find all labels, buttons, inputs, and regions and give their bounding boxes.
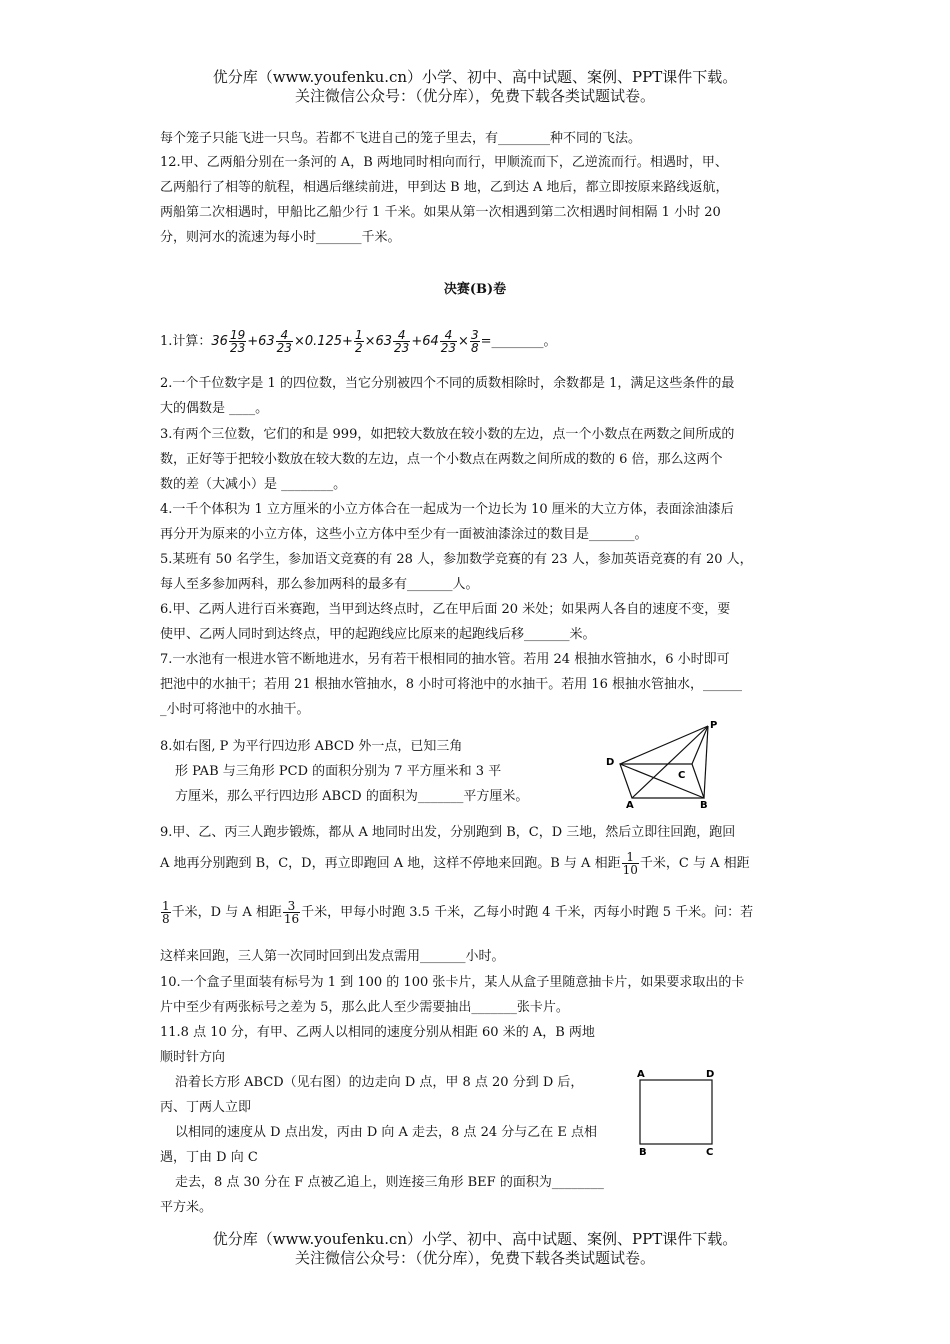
header-line-2: 关注微信公众号：（优分库），免费下载各类试题试卷。 (294, 87, 655, 105)
q12-line-1: 12.甲、乙两船分别在一条河的 A，B 两地同时相向而行，甲顺流而下，乙逆流而行。相遇时，甲、 (160, 155, 728, 170)
header-line-1: 优分库（www.youfenku.cn）小学、初中、高中试题、案例、PPT课件下载。 (212, 68, 738, 86)
q1-fraction: $\frac{4}{23}$ (440, 328, 457, 355)
q2-line-1: 2.一个千位数字是 1 的四位数，当它分别被四个不同的质数相除时，余数都是 1，满足这些条件的最 (160, 376, 735, 391)
q11-line-4: 丙、丁两人立即 (160, 1100, 252, 1115)
q3-line-3: 数的差（大减小）是 ________。 (160, 477, 347, 492)
q12-line-2: 乙两船行了相等的航程，相遇后继续前进，甲到达 B 地，乙到达 A 地后，都立即按原来路线返航， (160, 180, 729, 195)
label-c: C (678, 770, 686, 781)
section-title: 决赛(B)卷 (443, 282, 507, 297)
q8-line-3: 方厘米，那么平行四边形 ABCD 的面积为_______平方厘米。 (175, 789, 529, 804)
q12-line-3: 两船第二次相遇时，甲船比乙船少行 1 千米。如果从第一次相遇到第二次相遇时间相隔 1 小时 20 (160, 205, 721, 220)
rectangle-figure (632, 1066, 722, 1158)
q1-expression: 1.计算：36 $\frac{19}{23}$ +63 $\frac{4}{23}$ ×0.125+ $\frac{1}{2}$ ×63 $\frac{4}{23}$ +64 $\frac{4}{23}$ × $\frac{3}{8}$ =________。 (160, 328, 557, 355)
q11-line-1: 11.8 点 10 分，有甲、乙两人以相同的速度分别从相距 60 米的 A，B 两地 (160, 1025, 595, 1040)
q11-line-7: 走去，8 点 30 分在 F 点被乙追上，则连接三角形 BEF 的面积为________ (175, 1175, 604, 1190)
q1-fraction: $\frac{19}{23}$ (229, 328, 246, 355)
q1-prefix: 1.计算： (160, 334, 212, 349)
q1-fraction: $\frac{1}{2}$ (354, 328, 363, 355)
q7-line-3: _小时可将池中的水抽干。 (160, 702, 310, 717)
q11-line-6: 遇，丁由 D 向 C (160, 1150, 258, 1165)
q1-term: 36 (211, 334, 228, 349)
q9-line-1: 9.甲、乙、丙三人跑步锻炼，都从 A 地同时出发，分别跑到 B，C，D 三地，然后立即往回跑，跑回 (160, 825, 736, 840)
q11-line-2: 顺时针方向 (160, 1050, 226, 1065)
prev-question-tail: 每个笼子只能飞进一只鸟。若都不飞进自己的笼子里去，有________种不同的飞法。 (160, 131, 642, 146)
q7-line-2: 把池中的水抽干；若用 21 根抽水管抽水，8 小时可将池中的水抽干。若用 16 根抽水管抽水，______ (160, 677, 743, 692)
q1-fraction: $\frac{4}{23}$ (394, 328, 410, 355)
label-d: D (706, 1069, 715, 1080)
label-b: B (700, 800, 708, 810)
footer-line-1: 优分库（www.youfenku.cn）小学、初中、高中试题、案例、PPT课件下载。 (212, 1230, 738, 1248)
label-p: P (710, 720, 718, 731)
q2-line-2: 大的偶数是 ____。 (160, 401, 269, 416)
label-a: A (637, 1069, 645, 1080)
q7-line-1: 7.一水池有一根进水管不断地进水，另有若干根相同的抽水管。若用 24 根抽水管抽水，6 小时即可 (160, 652, 730, 667)
q3-line-2: 数，正好等于把较小数放在较大数的左边，点一个小数点在两数之间所成的数的 6 倍，那么这两个 (160, 452, 723, 467)
q5-line-1: 5.某班有 50 名学生，参加语文竞赛的有 28 人，参加数学竞赛的有 23 人，参加英语竞赛的有 20 人， (160, 552, 753, 567)
q9-fraction: $\frac{1}{10}$ (622, 850, 638, 877)
q10-line-1: 10.一个盒子里面装有标号为 1 到 100 的 100 张卡片，某人从盒子里随意抽卡片，如果要求取出的卡 (160, 975, 745, 990)
q12-line-4: 分，则河水的流速为每小时_______千米。 (160, 230, 401, 245)
q10-line-2: 片中至少有两张标号之差为 5，那么此人至少需要抽出_______张卡片。 (160, 1000, 569, 1015)
label-c: C (706, 1147, 714, 1158)
q9-fraction: $\frac{3}{16}$ (283, 899, 300, 926)
parallelogram-figure (600, 718, 730, 810)
q1-fraction: $\frac{3}{8}$ (470, 328, 479, 355)
q8-line-2: 形 PAB 与三角形 PCD 的面积分别为 7 平方厘米和 3 平 (175, 764, 502, 779)
label-a: A (626, 800, 634, 810)
q9-line-2: A 地再分别跑到 B，C，D，再立即跑回 A 地，这样不停地来回跑。B 与 A 相距 $\frac{1}{10}$ 千米，C 与 A 相距 (160, 850, 750, 877)
q1-fraction: $\frac{4}{23}$ (276, 328, 292, 355)
label-d: D (606, 757, 615, 768)
q4-line-2: 再分开为原来的小立方体，这些小立方体中至少有一面被油漆涂过的数目是_______。 (160, 527, 648, 542)
label-b: B (639, 1147, 647, 1158)
q6-line-2: 使甲、乙两人同时到达终点，甲的起跑线应比原来的起跑线后移_______米。 (160, 627, 596, 642)
q9-line-4: 这样来回跑，三人第一次同时回到出发点需用_______小时。 (160, 949, 505, 964)
footer-line-2: 关注微信公众号：（优分库），免费下载各类试题试卷。 (294, 1249, 655, 1267)
q11-line-3: 沿着长方形 ABCD（见右图）的边走向 D 点，甲 8 点 20 分到 D 后， (175, 1075, 584, 1090)
q4-line-1: 4.一千个体积为 1 立方厘米的小立方体合在一起成为一个边长为 10 厘米的大立方体，表面涂油漆后 (160, 502, 734, 517)
q9-fraction: $\frac{1}{8}$ (162, 899, 170, 926)
q5-line-2: 每人至多参加两科，那么参加两科的最多有_______人。 (160, 577, 479, 592)
q6-line-1: 6.甲、乙两人进行百米赛跑，当甲到达终点时，乙在甲后面 20 米处；如果两人各自的速度不变，要 (160, 602, 731, 617)
q9-line-3: $\frac{1}{8}$ 千米，D 与 A 相距 $\frac{3}{16}$ 千米，甲每小时跑 3.5 千米，乙每小时跑 4 千米，丙每小时跑 5 千米。问：若 (162, 899, 754, 926)
q11-line-5: 以相同的速度从 D 点出发，丙由 D 向 A 走去，8 点 24 分与乙在 E 点相 (175, 1125, 597, 1140)
q11-line-8: 平方米。 (160, 1200, 213, 1215)
q1-suffix: =________。 (480, 334, 557, 349)
q3-line-1: 3.有两个三位数，它们的和是 999，如把较大数放在较小数的左边，点一个小数点在两数之间所成的 (160, 427, 735, 442)
q8-line-1: 8.如右图, P 为平行四边形 ABCD 外一点，已知三角 (160, 739, 463, 754)
